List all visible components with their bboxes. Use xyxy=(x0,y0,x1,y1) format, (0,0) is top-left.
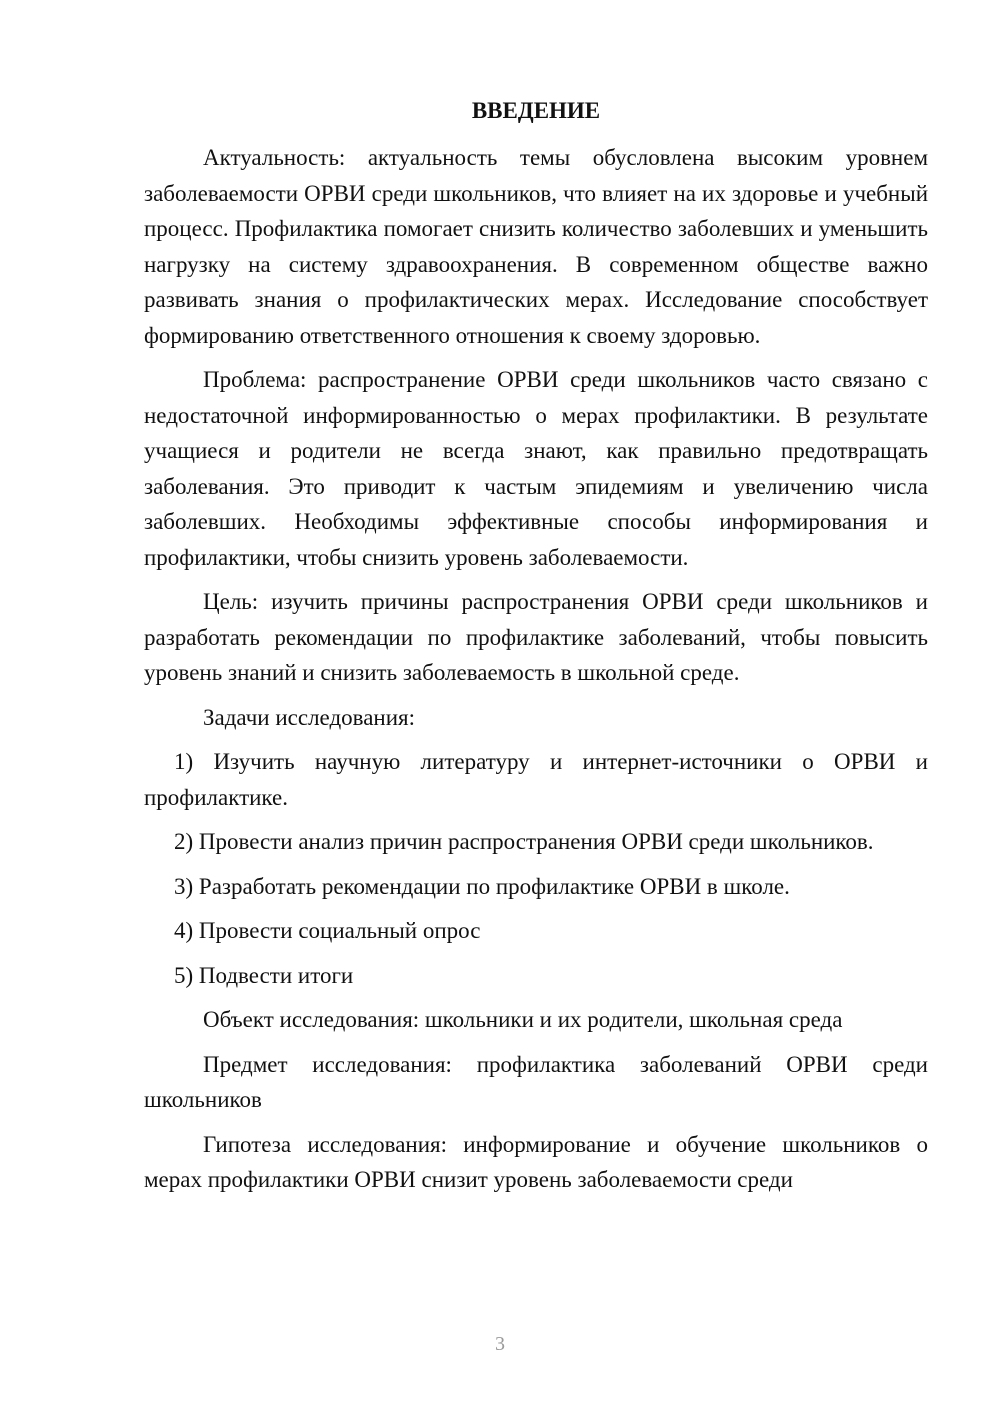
task-item-3: 3) Разработать рекомендации по профилактике ОРВИ в школе. xyxy=(174,873,790,899)
tasks-heading: Задачи исследования: xyxy=(203,704,416,730)
task-item-5: 5) Подвести итоги xyxy=(174,962,354,988)
task-item-1: 1) Изучить научную литературу и интернет-источники о ОРВИ и профилактике. xyxy=(144,749,928,810)
document-page xyxy=(144,96,928,1207)
page-number: 3 xyxy=(495,1333,505,1355)
object-paragraph: Объект исследования: школьники и их родители, школьная среда xyxy=(203,1007,843,1032)
goal-paragraph: Цель: изучить причины распространения ОРВИ среди школьников и разработать рекомендации по профилактике заболеваний, чтобы повысить уровень знаний и снизить заболеваемость в школьной среде. xyxy=(144,589,928,685)
hypothesis-paragraph: Гипотеза исследования: информирование и обучение школьников о мерах профилактики ОРВИ снизит уровень заболеваемости среди xyxy=(144,1131,928,1192)
relevance-paragraph: Актуальность: актуальность темы обусловлена высоким уровнем заболеваемости ОРВИ среди школьников, что влияет на их здоровье и учебный процесс. Профилактика помогает снизить количество заболевших и уменьшить нагрузку на систему здравоохранения. В современном обществе важно развивать знания о профилактических мерах. Исследование способствует формированию ответственного отношения к своему здоровью. xyxy=(144,145,928,348)
task-item-2: 2) Провести анализ причин распространения ОРВИ среди школьников. xyxy=(174,829,874,854)
task-item-4: 4) Провести социальный опрос xyxy=(174,918,481,943)
subject-paragraph: Предмет исследования: профилактика заболеваний ОРВИ среди школьников xyxy=(144,1051,928,1112)
section-title: ВВЕДЕНИЕ xyxy=(471,98,601,123)
problem-paragraph: Проблема: распространение ОРВИ среди школьников часто связано с недостаточной информированностью о мерах профилактики. В результате учащиеся и родители не всегда знают, как правильно предотвращать заболевания. Это приводит к частым эпидемиям и увеличению числа заболевших. Необходимы эффективные способы информирования и профилактики, чтобы снизить уровень заболеваемости. xyxy=(144,367,928,570)
